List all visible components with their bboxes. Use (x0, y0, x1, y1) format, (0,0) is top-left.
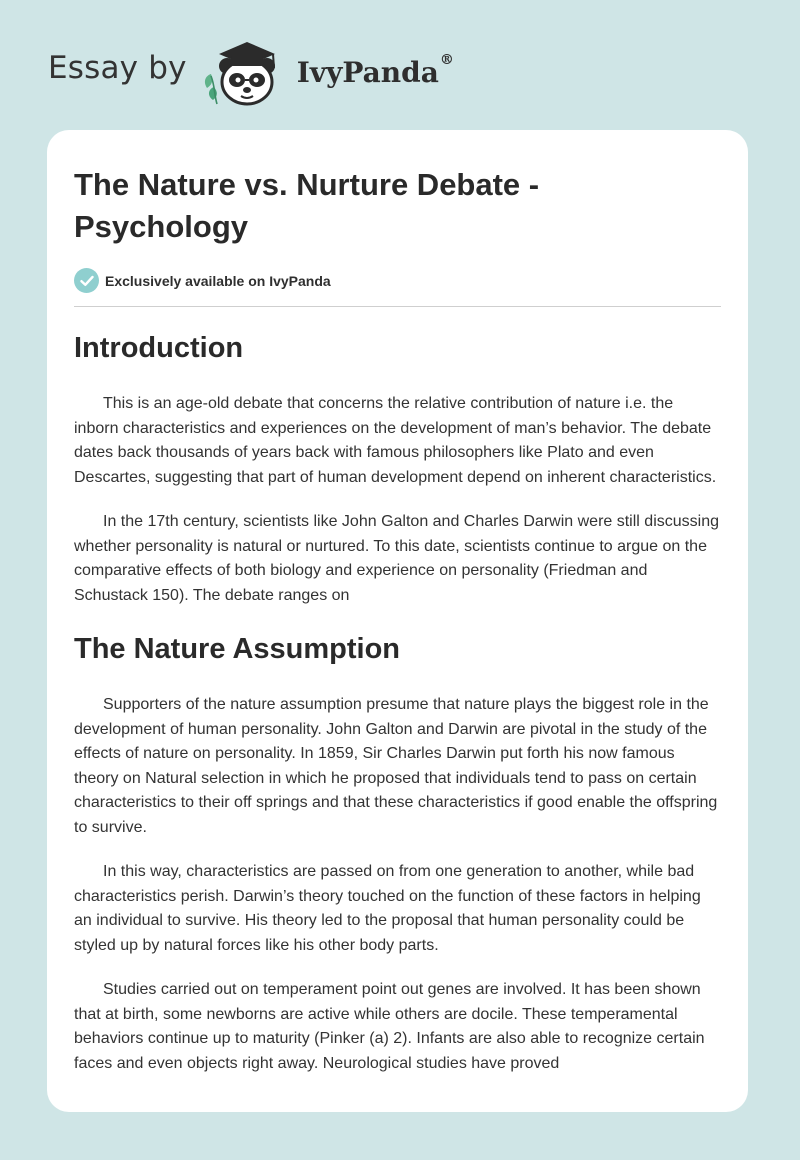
paragraph: This is an age-old debate that concerns the relative contribution of nature i.e. the inborn characteristics and experiences on the development of man’s behavior. The debate dates back thousands of years back with famous philosophers like Plato and even Descartes, suggesting that part of human development depend on inherent characteristics. (74, 395, 717, 486)
essay-card (47, 130, 748, 1112)
section-heading-nature-assumption: The Nature Assumption (74, 633, 401, 665)
ivypanda-logo-icon[interactable] (201, 36, 293, 108)
check-icon (74, 268, 99, 293)
paragraph: Studies carried out on temperament point out genes are involved. It has been shown that at birth, some newborns are active while others are docile. These temperamental behaviors continue up to maturity (Pinker (a) 2). Infants are also able to recognize certain faces and even objects right away. Neurological studies have proved (74, 981, 705, 1072)
registered-mark: ® (439, 51, 454, 68)
brand-prefix: Essay by (48, 50, 187, 86)
essay-title: The Nature vs. Nurture Debate - Psychology (74, 167, 540, 244)
paragraph: In this way, characteristics are passed on from one generation to another, while bad characteristics perish. Darwin’s theory touched on the function of these factors in helping an individual to survive. His theory led to the proposal that human personality could be styled up by natural forces like his other body parts. (74, 863, 701, 954)
paragraph: In the 17th century, scientists like John Galton and Charles Darwin were still discussing whether personality is natural or nurtured. To this date, scientists continue to argue on the comparative effects of both biology and experience on personality (Friedman and Schustack 150). The debate ranges on (74, 513, 719, 604)
brand-name[interactable]: IvyPanda® (296, 51, 454, 89)
exclusive-label: Exclusively available on IvyPanda (105, 272, 331, 289)
brand-header (48, 36, 454, 108)
paragraph: Supporters of the nature assumption presume that nature plays the biggest role in the development of human personality. John Galton and Darwin are pivotal in the study of the effects of nature on personality. In 1859, Sir Charles Darwin put forth his now famous theory on Natural selection in which he proposed that individuals tend to pass on certain characteristics to their off springs and that these characteristics if good enable the offspring to survive. (74, 696, 718, 836)
divider (74, 306, 721, 307)
exclusive-badge (74, 268, 721, 293)
section-heading-introduction: Introduction (74, 332, 244, 364)
